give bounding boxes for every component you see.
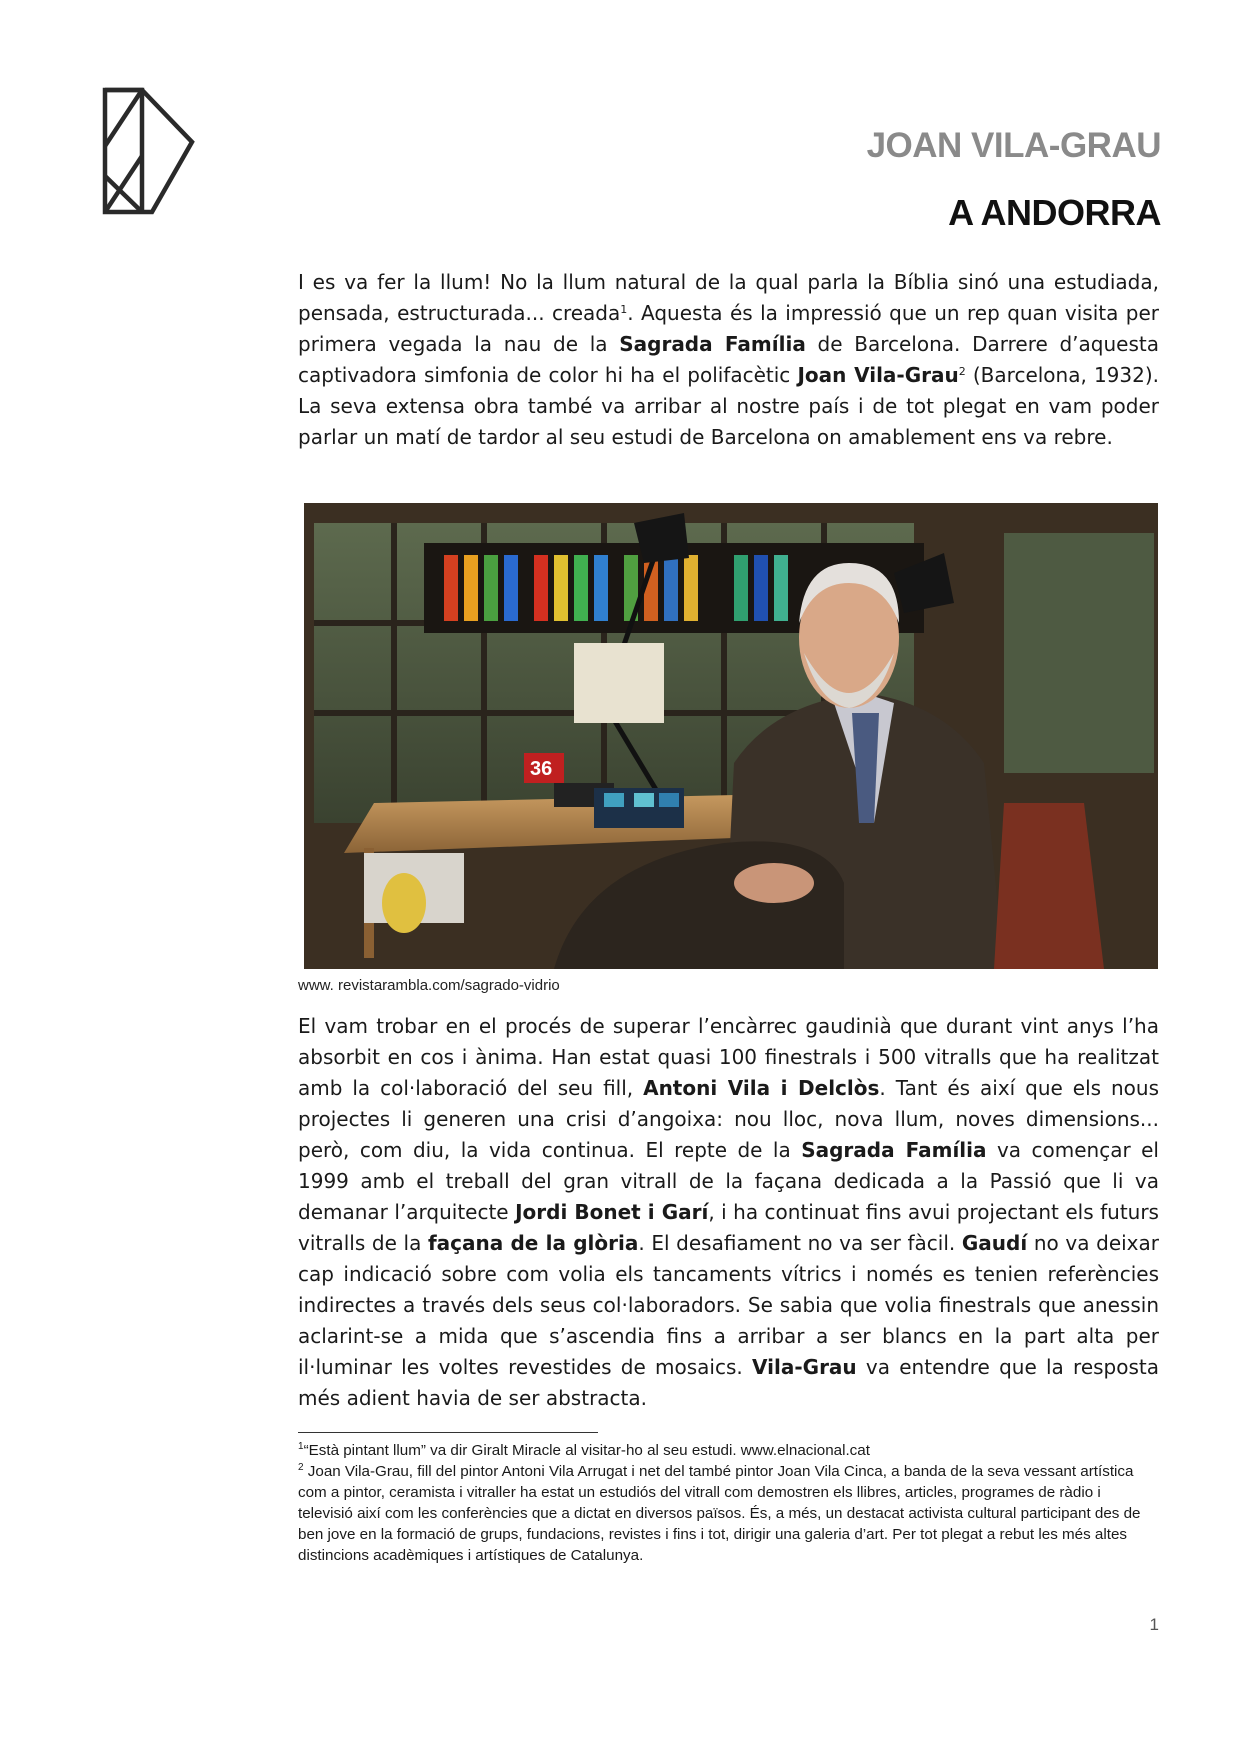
intro-paragraph: I es va fer la llum! No la llum natural de la qual parla la Bíblia sinó una estudiada, pensada, estructurada... creada$^1$. Aquesta és la impressió que un rep quan visita per primera vegada la nau de la Sagrada Família de Barcelona. Darrere d’aquesta captivadora simfonia de color hi ha el polifacètic Joan Vila-Grau$^2$ (Barcelona, 1932). La seva extensa obra també va arribar al nostre país i de tot plegat en vam poder parlar un matí de tardor al seu estudi de Barcelona on amablement ens va rebre. <box>298 270 1160 449</box>
footnote-separator <box>298 1432 598 1433</box>
article-title-line1: JOAN VILA-GRAU <box>866 126 1161 165</box>
footnote-ref-2[interactable]: 2 <box>958 365 966 378</box>
footnote-2: $^2$ Joan Vila-Grau, fill del pintor Antoni Vila Arrugat i net del també pintor Joan Vila Cinca, a banda de la seva vessant artística com a pintor, ceramista i vitraller ha estat un estudiós del vitrall com demostren els llibres, articles, programes de ràdio i televisió així com les conferències que a dictat en diversos països. És, a més, un destacat activista cultural participant des de ben jove en la formació de grups, fundacions, revistes i fins i tot, dirigir una galeria d’art. Per tot plegat a rebut les més altes distincions acadèmiques i artístiques de Catalunya. <box>298 1462 1141 1564</box>
page-number: 1 <box>1149 1615 1159 1634</box>
article-title-line2: A ANDORRA <box>948 192 1161 233</box>
desk-sign: 36 <box>530 758 553 780</box>
photo-caption: www. revistarambla.com/sagrado-vidrio <box>298 977 560 994</box>
stylized-d-logo-icon <box>100 86 196 216</box>
body-paragraph: El vam trobar en el procés de superar l’encàrrec gaudinià que durant vint anys l’ha absorbit en cos i ànima. Han estat quasi 100 finestrals i 500 vitralls que ha realitzat amb la col·laboració del seu fill, Antoni Vila i Delclòs. Tant és així que els nous projectes li generen una crisi d’angoixa: nou lloc, nova llum, noves dimensions... però, com diu, la vida continua. El repte de la Sagrada Família va començar el 1999 amb el treball del gran vitrall de la façana dedicada a la Passió que li va demanar l’arquitecte Jordi Bonet i Garí, i ha continuat fins avui projectant els futurs vitralls de la façana de la glòria. El desafiament no va ser fàcil. Gaudí no va deixar cap indicació sobre com volia els tancaments vítrics i només es tenien referències indirectes a través dels seus col·laboradors. Se sabia que volia finestrals que anessin aclarint-se a mida que s’ascendia fins a arribar a ser blancs en la part alta per il·luminar les voltes revestides de mosaics. Vila-Grau va entendre que la resposta més adient havia de ser abstracta. <box>298 1014 1160 1410</box>
footnotes <box>298 1440 1144 1566</box>
artist-studio-photo <box>304 503 1158 969</box>
footnote-ref-1[interactable]: 1 <box>620 303 628 316</box>
footnote-1: $^1$“Està pintant llum” va dir Giralt Miracle al visitar-ho al seu estudi. www.elnacional.cat <box>298 1441 870 1459</box>
